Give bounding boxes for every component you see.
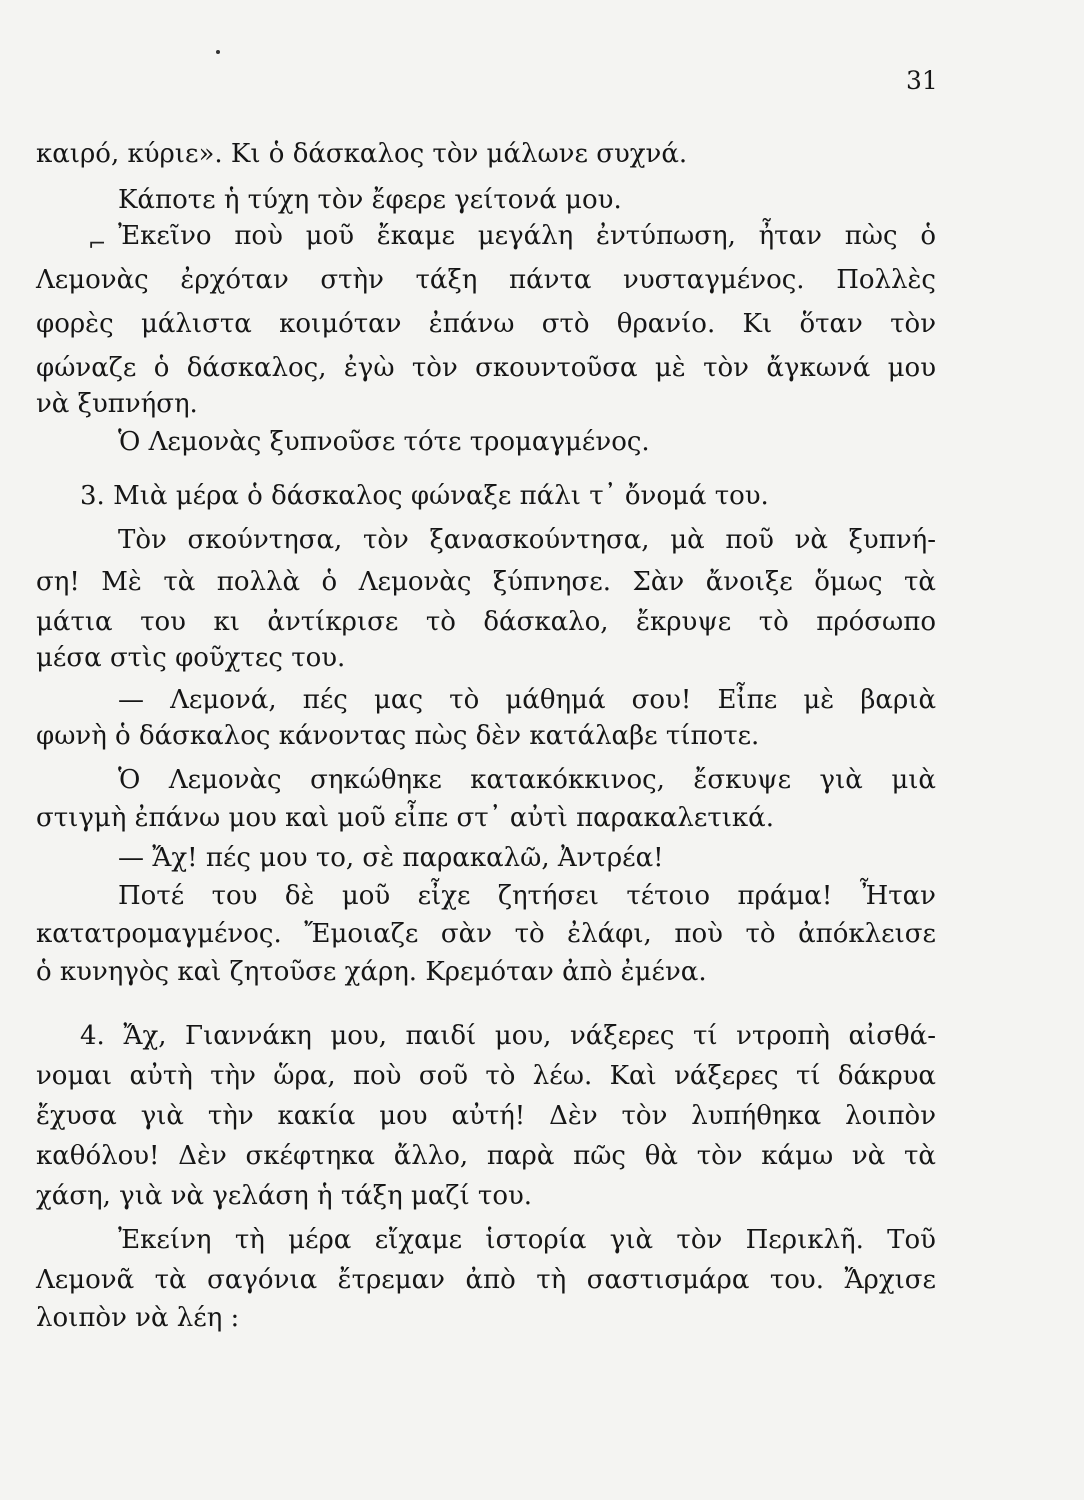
text-line: Ποτέ του δὲ μοῦ εἶχε ζητήσει τέτοιο πράμα! Ἦταν: [118, 881, 936, 911]
text-line: καιρό, κύριε». Κι ὁ δάσκαλος τὸν μάλωνε συχνά.: [36, 139, 688, 169]
text-line: Ὁ Λεμονὰς ξυπνοῦσε τότε τρομαγμένος.: [118, 427, 650, 457]
text-line: Ἐκεῖνο ποὺ μοῦ ἔκαμε μεγάλη ἐντύπωση, ἦταν πὼς ὁ: [118, 221, 936, 251]
section-4-first-line: 4. Ἄχ, Γιαννάκη μου, παιδί μου, νάξερες τί ντροπὴ αἰσθά-: [80, 1021, 936, 1051]
text-line: λοιπὸν νὰ λέη :: [36, 1303, 240, 1333]
text-line: στιγμὴ ἐπάνω μου καὶ μοῦ εἶπε στ᾽ αὐτὶ παρακαλετικά.: [36, 803, 774, 833]
text-line: χάση, γιὰ νὰ γελάση ἡ τάξη μαζί του.: [36, 1181, 533, 1211]
text-line: φώναζε ὁ δάσκαλος, ἐγὼ τὸν σκουντοῦσα μὲ τὸν ἄγκωνά μου: [36, 353, 936, 383]
text-line: καθόλου! Δὲν σκέφτηκα ἄλλο, παρὰ πῶς θὰ τὸν κάμω νὰ τὰ: [36, 1141, 936, 1171]
text-line: κατατρομαγμένος. Ἔμοιαζε σὰν τὸ ἐλάφι, ποὺ τὸ ἀπόκλεισε: [36, 919, 936, 949]
page-number: 31: [906, 66, 938, 95]
text-line: — Ἄχ! πές μου το, σὲ παρακαλῶ, Ἀντρέα!: [118, 843, 664, 873]
text-line: μάτια του κι ἀντίκρισε τὸ δάσκαλο, ἔκρυψε τὸ πρόσωπο: [36, 607, 936, 637]
pen-mark-icon: ⌐: [88, 232, 107, 257]
text-line: φωνὴ ὁ δάσκαλος κάνοντας πὼς δὲν κατάλαβε τίποτε.: [36, 721, 760, 751]
text-line: ὁ κυνηγὸς καὶ ζητοῦσε χάρη. Κρεμόταν ἀπὸ ἐμένα.: [36, 957, 707, 987]
paper-speck: [216, 50, 220, 54]
section-3-first-line: 3. Μιὰ μέρα ὁ δάσκαλος φώναξε πάλι τ᾽ ὄνομά του.: [80, 481, 769, 511]
text-line: νομαι αὐτὴ τὴν ὥρα, ποὺ σοῦ τὸ λέω. Καὶ νάξερες τί δάκρυα: [36, 1061, 936, 1091]
text-line: ση! Μὲ τὰ πολλὰ ὁ Λεμονὰς ξύπνησε. Σὰν ἄνοιξε ὅμως τὰ: [36, 567, 936, 597]
text-line: μέσα στὶς φοῦχτες του.: [36, 643, 346, 673]
text-line: Λεμονᾶ τὰ σαγόνια ἔτρεμαν ἀπὸ τὴ σαστισμάρα του. Ἄρχισε: [36, 1265, 936, 1295]
text-line: ἔχυσα γιὰ τὴν κακία μου αὐτή! Δὲν τὸν λυπήθηκα λοιπὸν: [36, 1101, 936, 1131]
text-line: Κάποτε ἡ τύχη τὸν ἔφερε γείτονά μου.: [118, 185, 622, 215]
text-line: Τὸν σκούντησα, τὸν ξανασκούντησα, μὰ ποῦ νὰ ξυπνή-: [118, 525, 936, 555]
text-line: νὰ ξυπνήση.: [36, 389, 198, 419]
text-line: — Λεμονά, πές μας τὸ μάθημά σου! Εἶπε μὲ βαριὰ: [118, 685, 936, 715]
text-line: Λεμονὰς ἐρχόταν στὴν τάξη πάντα νυσταγμένος. Πολλὲς: [36, 265, 936, 295]
text-line: Ἐκείνη τὴ μέρα εἴχαμε ἱστορία γιὰ τὸν Περικλῆ. Τοῦ: [118, 1225, 936, 1255]
text-line: φορὲς μάλιστα κοιμόταν ἐπάνω στὸ θρανίο. Κι ὅταν τὸν: [36, 309, 936, 339]
text-line: Ὁ Λεμονὰς σηκώθηκε κατακόκκινος, ἔσκυψε γιὰ μιὰ: [118, 765, 936, 795]
